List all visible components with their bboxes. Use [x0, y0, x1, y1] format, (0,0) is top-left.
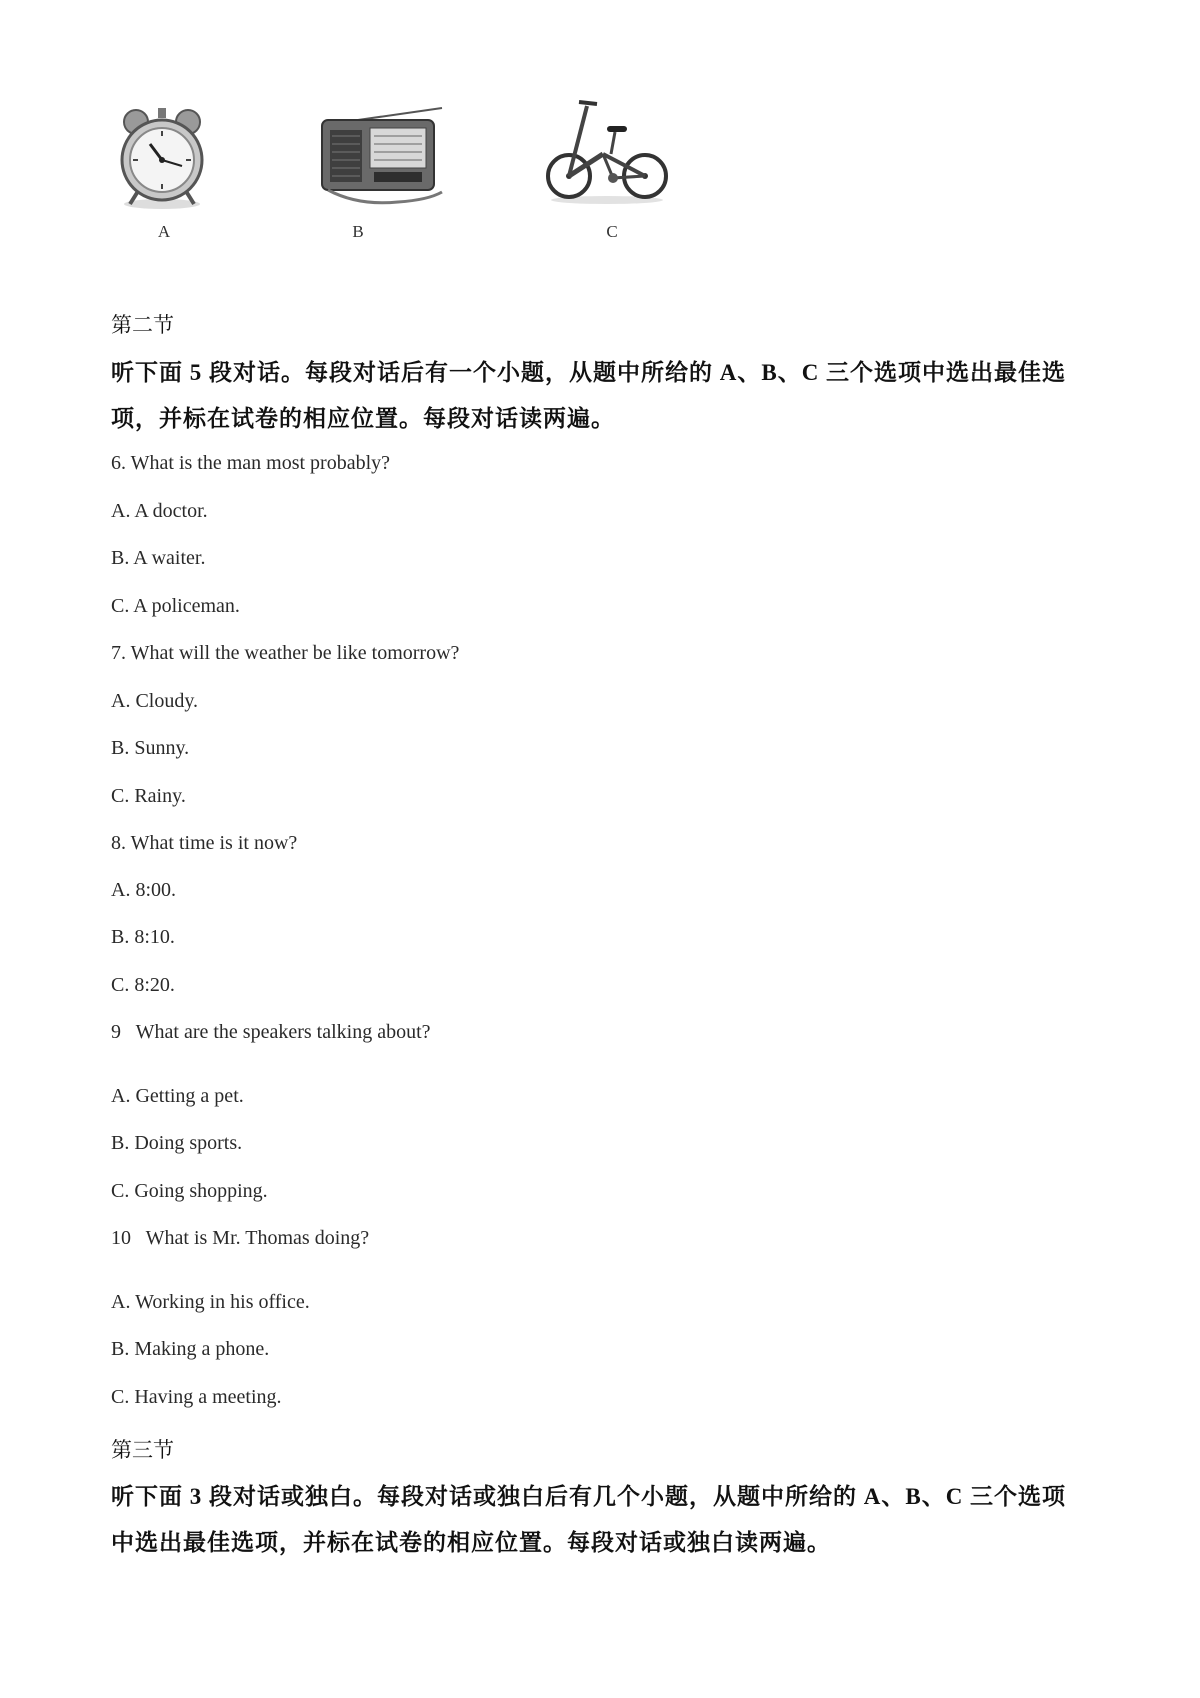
question-8: 8. What time is it now? — [111, 832, 298, 854]
question-9: 9 What are the speakers talking about? — [111, 1021, 431, 1043]
question-10-option-c: C. Having a meeting. — [111, 1386, 282, 1408]
bicycle-icon — [545, 96, 669, 206]
question-6-option-c: C. A policeman. — [111, 595, 240, 617]
question-7: 7. What will the weather be like tomorrow? — [111, 642, 460, 664]
question-6: 6. What is the man most probably? — [111, 452, 391, 474]
question-6-option-b: B. A waiter. — [111, 547, 206, 569]
section3-title: 第三节 — [111, 1438, 174, 1462]
question-9-option-a: A. Getting a pet. — [111, 1085, 244, 1107]
question-7-option-c: C. Rainy. — [111, 785, 186, 807]
question-7-option-b: B. Sunny. — [111, 737, 190, 759]
picture-row — [0, 0, 1200, 260]
question-8-option-b: B. 8:10. — [111, 926, 175, 948]
question-8-option-a: A. 8:00. — [111, 879, 176, 901]
question-10-option-b: B. Making a phone. — [111, 1338, 270, 1360]
question-6-option-a: A. A doctor. — [111, 500, 208, 522]
section2-instruction-line1: 听下面 5 段对话。每段对话后有一个小题，从题中所给的 A、B、C 三个选项中选出最佳选 — [111, 360, 1067, 385]
question-8-option-c: C. 8:20. — [111, 974, 175, 996]
section2-title: 第二节 — [111, 313, 174, 337]
picture-label-c: C — [606, 222, 618, 241]
question-7-option-a: A. Cloudy. — [111, 690, 199, 712]
picture-label-a: A — [157, 222, 171, 241]
question-9-option-b: B. Doing sports. — [111, 1132, 243, 1154]
section2-instruction-line2: 项，并标在试卷的相应位置。每段对话读两遍。 — [111, 406, 615, 431]
section3-instruction-line2: 中选出最佳选项，并标在试卷的相应位置。每段对话或独白读两遍。 — [111, 1530, 831, 1555]
question-10-option-a: A. Working in his office. — [111, 1291, 310, 1313]
picture-label-b: B — [352, 222, 364, 241]
question-9-option-c: C. Going shopping. — [111, 1180, 268, 1202]
section3-instruction-line1: 听下面 3 段对话或独白。每段对话或独白后有几个小题，从题中所给的 A、B、C 三个选项 — [111, 1484, 1067, 1509]
alarm-clock-icon — [112, 104, 212, 210]
radio-icon — [318, 106, 450, 210]
question-10: 10 What is Mr. Thomas doing? — [111, 1227, 370, 1249]
